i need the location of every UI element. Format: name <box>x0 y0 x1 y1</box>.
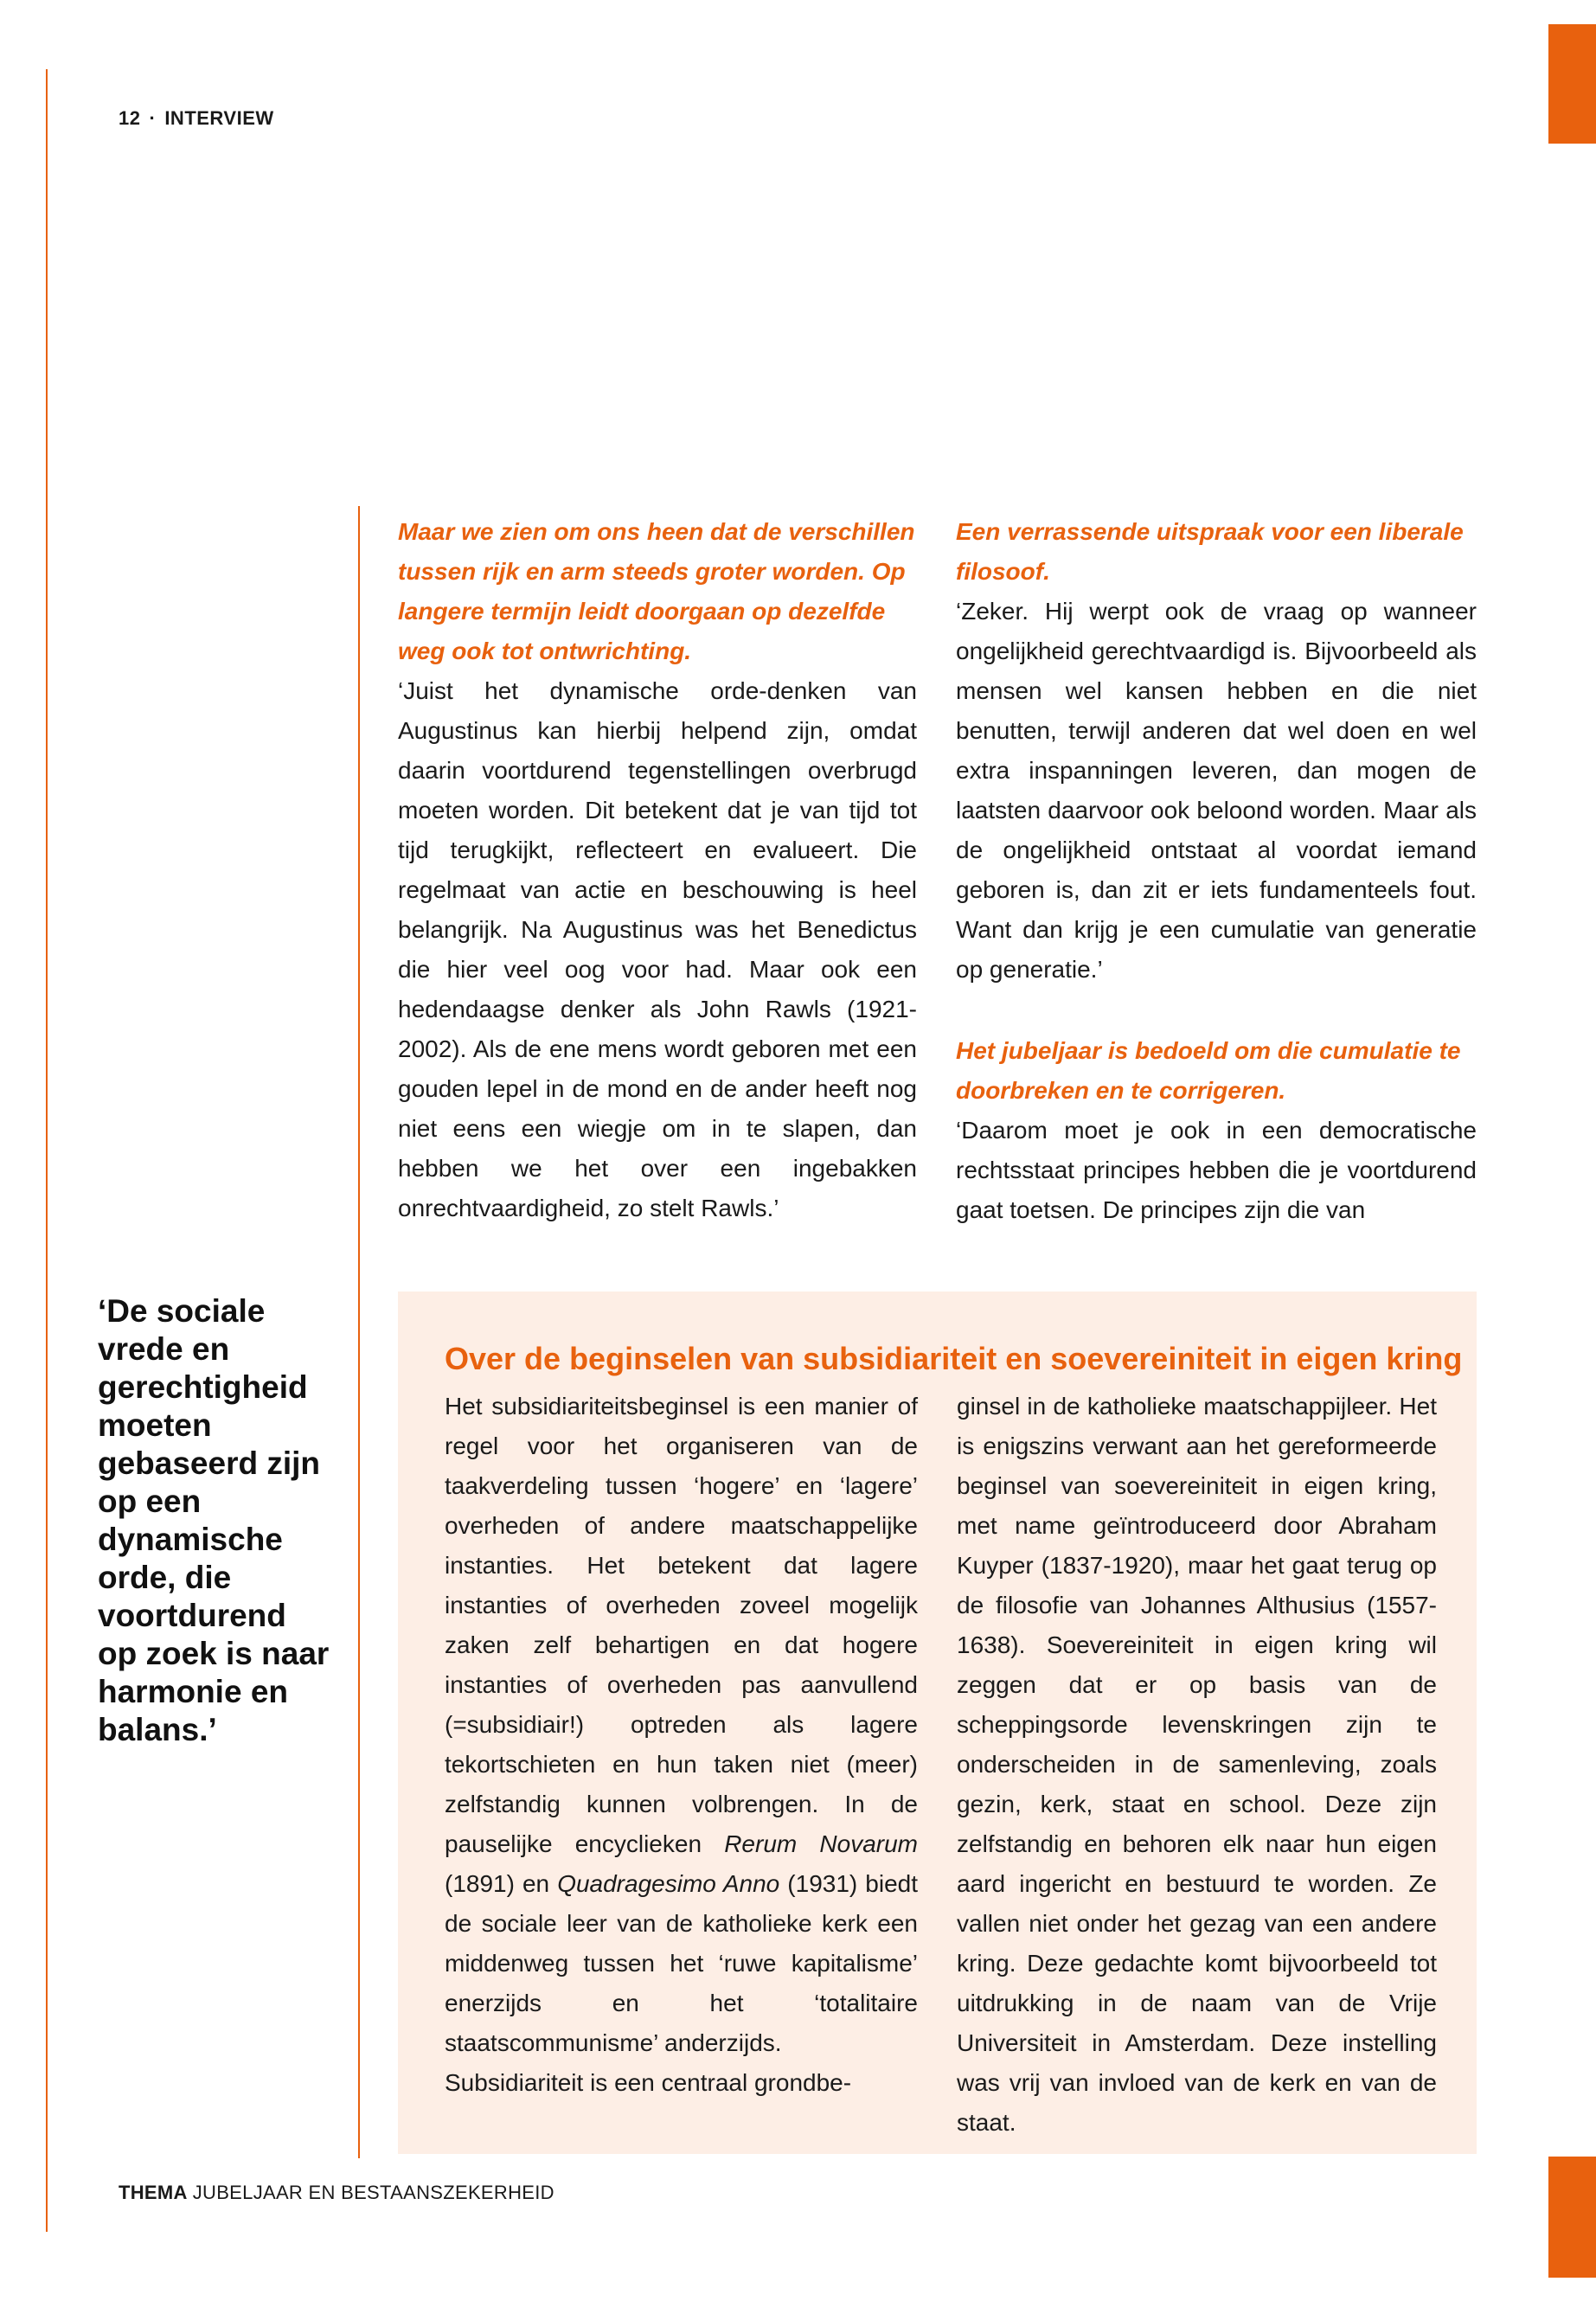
footer-thema-label: THEMA <box>119 2182 188 2203</box>
interview-question: Het jubeljaar is bedoeld om die cumulatie te doorbreken en te corrigeren. <box>956 1037 1461 1104</box>
box-title: Over de beginselen van subsidiariteit en soevereiniteit in eigen kring <box>445 1341 1463 1376</box>
footer-subject: JUBELJAAR EN BESTAANSZEKERHEID <box>192 2182 554 2203</box>
orange-corner-tab-top <box>1548 24 1596 144</box>
running-footer <box>119 2182 554 2204</box>
interview-question: Maar we zien om ons heen dat de verschillen tussen rijk en arm steeds groter worden. Op langere termijn leidt doorgaan op dezelfde weg ook tot ontwrichting. <box>398 518 915 664</box>
column-divider-rule <box>358 506 360 2158</box>
article-column-2 <box>956 512 1477 1230</box>
section-label: INTERVIEW <box>164 107 274 129</box>
pull-quote: ‘De sociale vrede en gerechtigheid moeten gebaseerd zijn op een dynamische orde, die voortdurend op zoek is naar harmonie en balans.’ <box>98 1293 330 1747</box>
sidebar-info-box <box>398 1292 1477 2154</box>
box-paragraph: ginsel in de katholieke maatschappijleer. Het is enigszins verwant aan het gereformeerde beginsel van soevereiniteit in eigen kring, met name geïntroduceerd door Abraham Kuyper (1837-1920), maar het gaat terug op de filosofie van Johannes Althusius (1557-1638). Soevereiniteit in eigen kring wil zeggen dat er op basis van de scheppingsorde levenskringen zijn te onderscheiden in de samenleving, zoals gezin, kerk, staat en school. Deze zijn zelfstandig en behoren elk naar hun eigen aard ingericht en bestuurd te worden. Ze vallen niet onder het gezag van een andere kring. Deze gedachte komt bijvoorbeeld tot uitdrukking in de naam van de Vrije Universiteit in Amsterdam. Deze instelling was vrij van invloed van de kerk en van de staat. <box>957 1393 1437 2136</box>
encyclical-title: Quadragesimo Anno <box>557 1870 780 1897</box>
interview-answer: ‘Juist het dynamische orde-denken van Augustinus kan hierbij helpend zijn, omdat daarin voortdurend tegenstellingen overbrugd moeten worden. Dit betekent dat je van tijd tot tijd terugkijkt, reflecteert en evalueert. Die regelmaat van actie en beschouwing is heel belangrijk. Na Augustinus was het Benedictus die hier veel oog voor had. Maar ook een hedendaagse denker als John Rawls (1921-2002). Als de ene mens wordt geboren met een gouden lepel in de mond en de ander heeft nog niet eens een wiegje om in te slapen, dan hebben we het over een ingebakken onrechtvaardigheid, zo stelt Rawls.’ <box>398 677 917 1221</box>
encyclical-title: Rerum Novarum <box>724 1830 918 1857</box>
header-separator: · <box>149 107 157 129</box>
box-column-right <box>957 1387 1437 2143</box>
article-column-1 <box>398 512 917 1228</box>
box-column-left <box>445 1387 918 2103</box>
box-paragraph: Subsidiariteit is een centraal grondbe- <box>445 2069 852 2096</box>
box-paragraph: Het subsidiariteitsbeginsel is een manier of regel voor het organiseren van de taakverdeling tussen ‘hogere’ en ‘lagere’ overheden of andere maatschappelijke instanties. Het betekent dat lagere instanties of overheden zoveel mogelijk zaken zelf behartigen en dat hogere instanties of overheden pas aanvullend (=subsidiair!) optreden als lagere tekortschieten en hun taken niet (meer) zelfstandig kunnen volbrengen. In de pauselijke encyclieken Rerum Novarum (1891) en Quadragesimo Anno (1931) biedt de sociale leer van de katholieke kerk een middenweg tussen het ‘ruwe kapitalisme’ enerzijds en het ‘totalitaire staatscommunisme’ anderzijds. <box>445 1393 918 2056</box>
page-number: 12 <box>119 107 141 129</box>
interview-answer: ‘Zeker. Hij werpt ook de vraag op wanneer ongelijkheid gerechtvaardigd is. Bijvoorbeeld als mensen wel kansen hebben en die niet benutten, terwijl anderen dat wel doen en wel extra inspanningen leveren, dan mogen de laatsten daarvoor ook beloond worden. Maar als de ongelijkheid ontstaat al voordat iemand geboren is, dan zit er iets fundamenteels fout. Want dan krijg je een cumulatie van generatie op generatie.’ <box>956 598 1477 983</box>
running-header <box>119 107 274 130</box>
interview-answer: ‘Daarom moet je ook in een democratische rechtsstaat principes hebben die je voortdurend gaat toetsen. De principes zijn die van <box>956 1117 1477 1223</box>
page-margin-rule <box>46 69 48 2232</box>
interview-question: Een verrassende uitspraak voor een liberale filosoof. <box>956 518 1464 585</box>
orange-corner-tab-bottom <box>1548 2157 1596 2278</box>
